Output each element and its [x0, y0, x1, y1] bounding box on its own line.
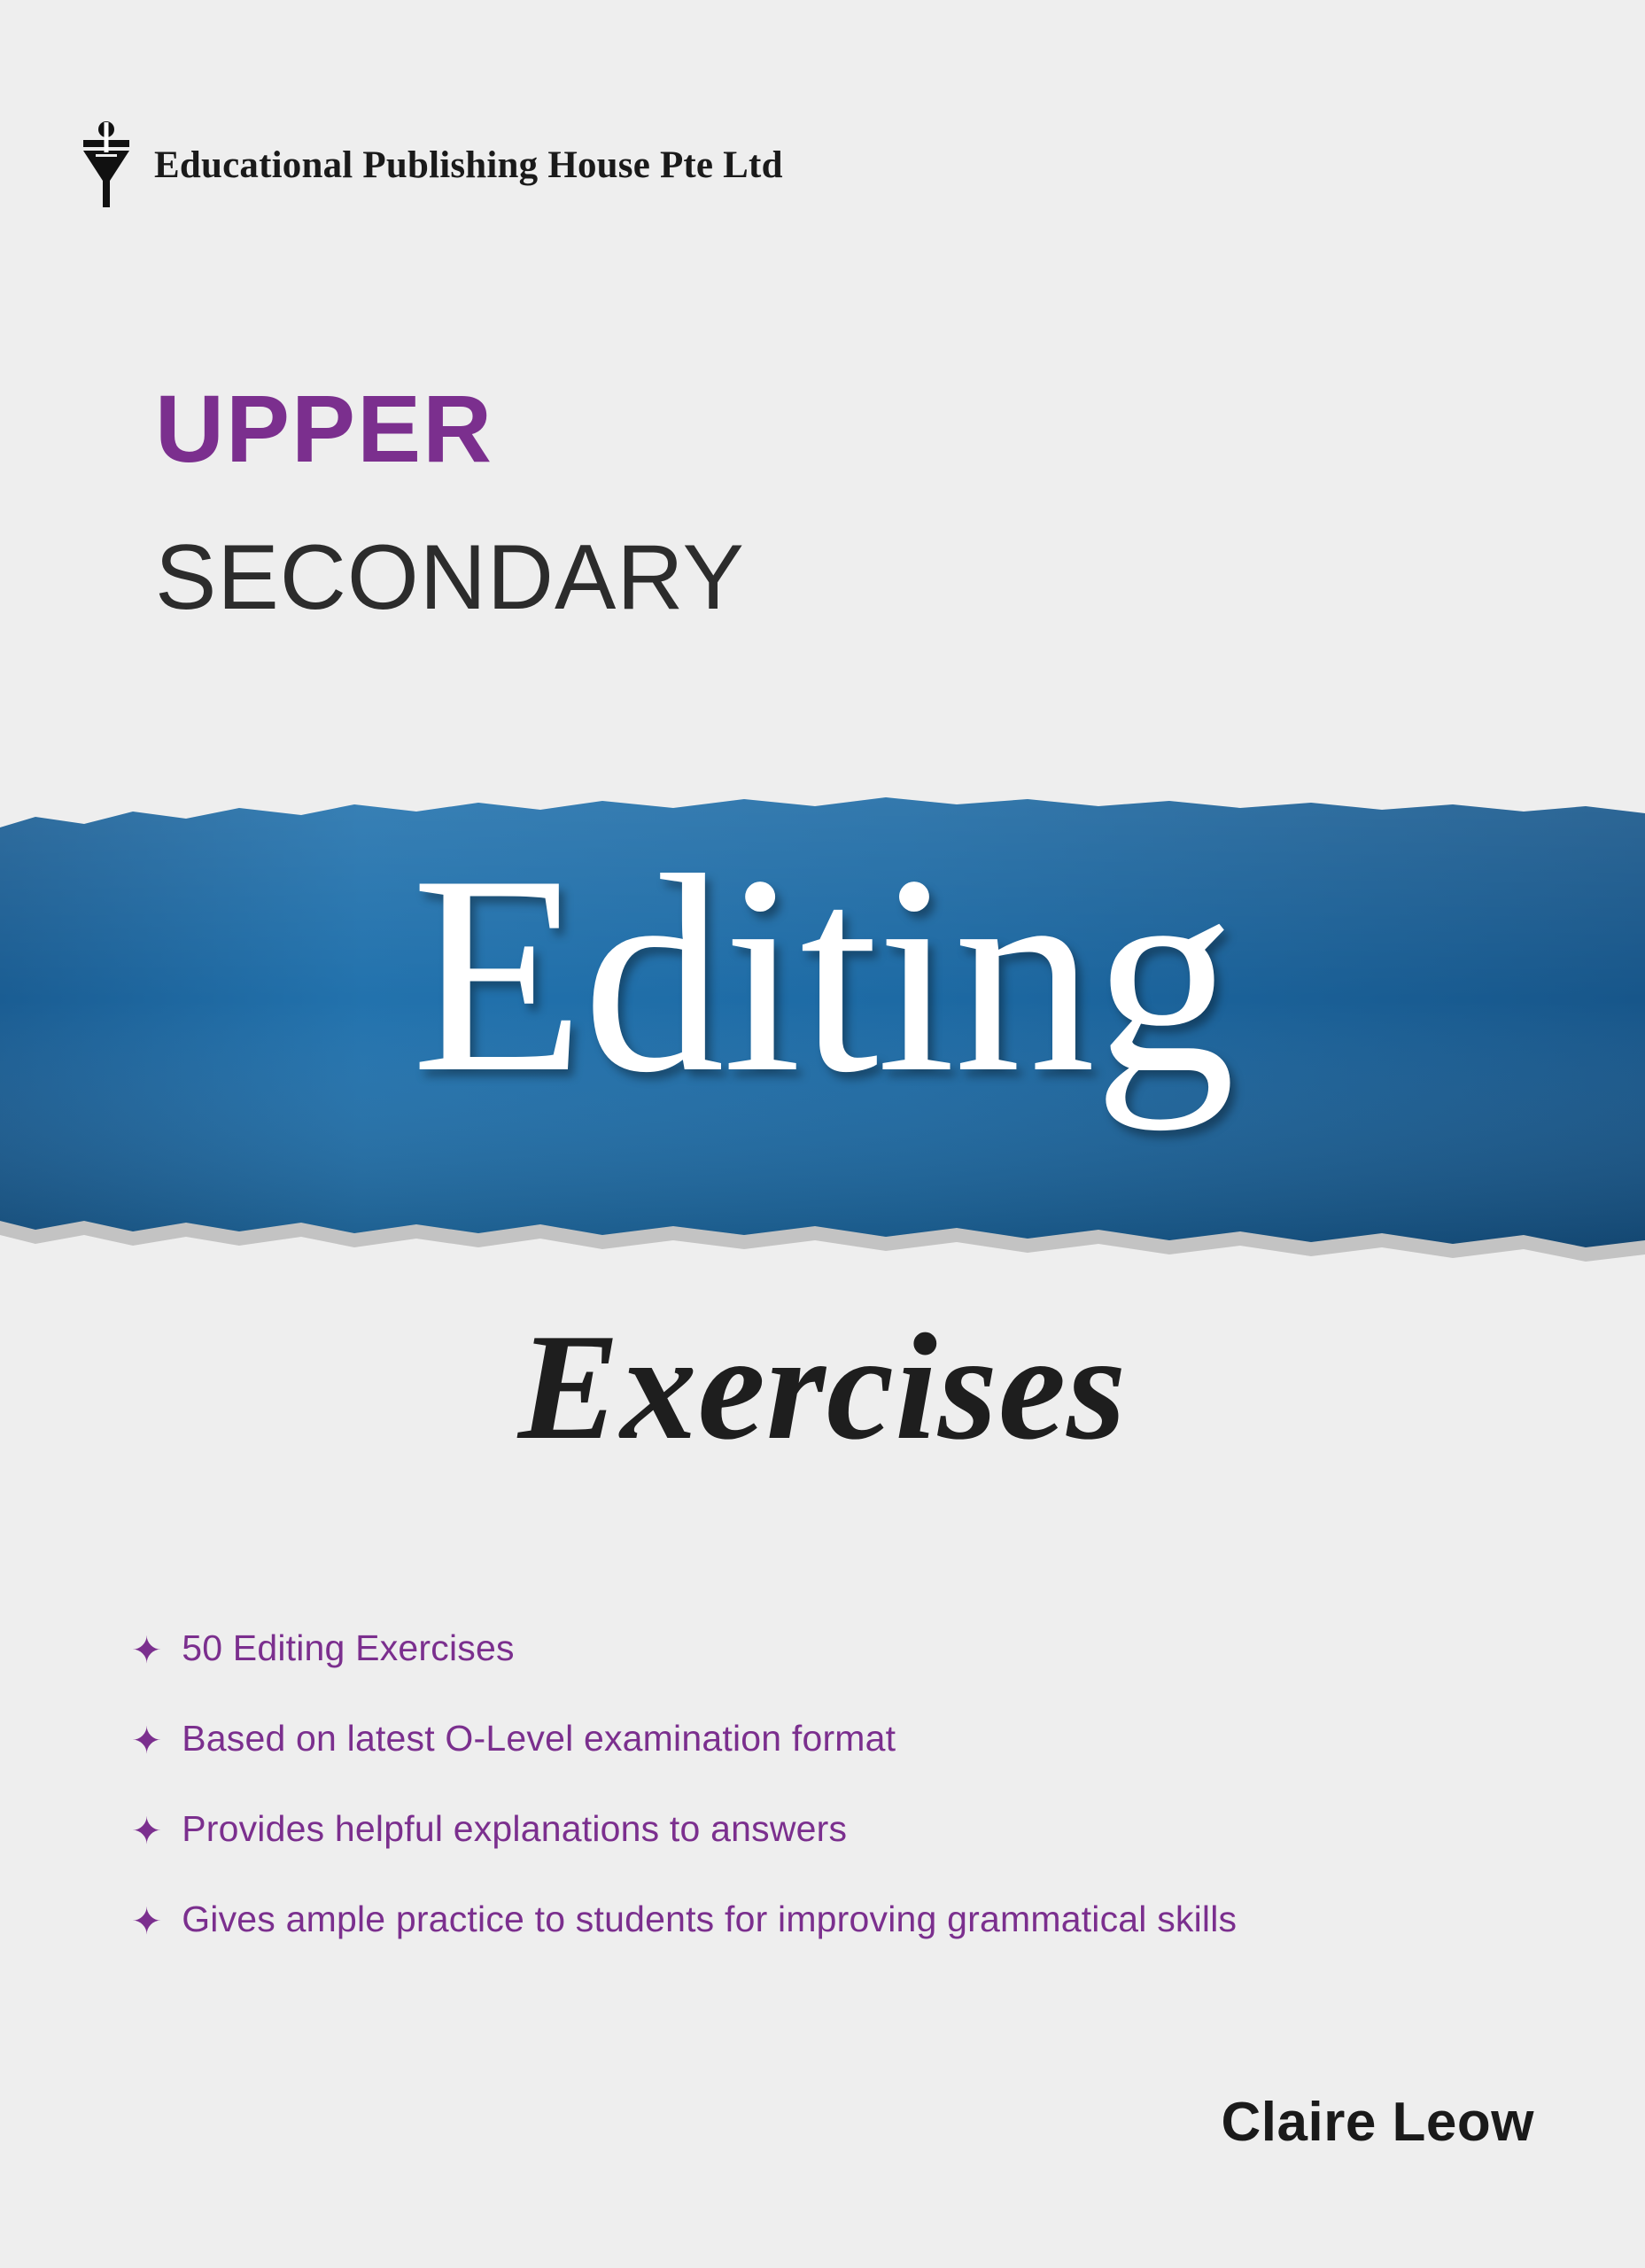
publisher-name: Educational Publishing House Pte Ltd	[154, 144, 783, 186]
star-bullet-icon: ✦	[131, 1810, 163, 1852]
author-name: Claire Leow	[1221, 2092, 1534, 2153]
publisher-block	[78, 115, 783, 214]
star-bullet-icon: ✦	[131, 1720, 163, 1761]
star-bullet-icon: ✦	[131, 1629, 163, 1671]
level-text: SECONDARY	[155, 526, 745, 629]
funnel-person-logo-icon	[78, 115, 135, 214]
star-bullet-icon: ✦	[131, 1900, 163, 1942]
list-item	[131, 1719, 1566, 1759]
sub-title: Exercises	[517, 1303, 1128, 1472]
feature-text: Gives ample practice to students for improving grammatical skills	[182, 1899, 1238, 1939]
list-item	[131, 1809, 1566, 1850]
level-emphasis-text: UPPER	[155, 375, 494, 482]
list-item	[131, 1899, 1566, 1940]
feature-text: Based on latest O-Level examination format	[182, 1718, 896, 1759]
feature-list	[131, 1628, 1566, 1990]
main-title: Editing	[411, 818, 1234, 1131]
list-item	[131, 1628, 1566, 1669]
feature-text: 50 Editing Exercises	[182, 1627, 515, 1668]
feature-text: Provides helpful explanations to answers	[182, 1808, 848, 1849]
